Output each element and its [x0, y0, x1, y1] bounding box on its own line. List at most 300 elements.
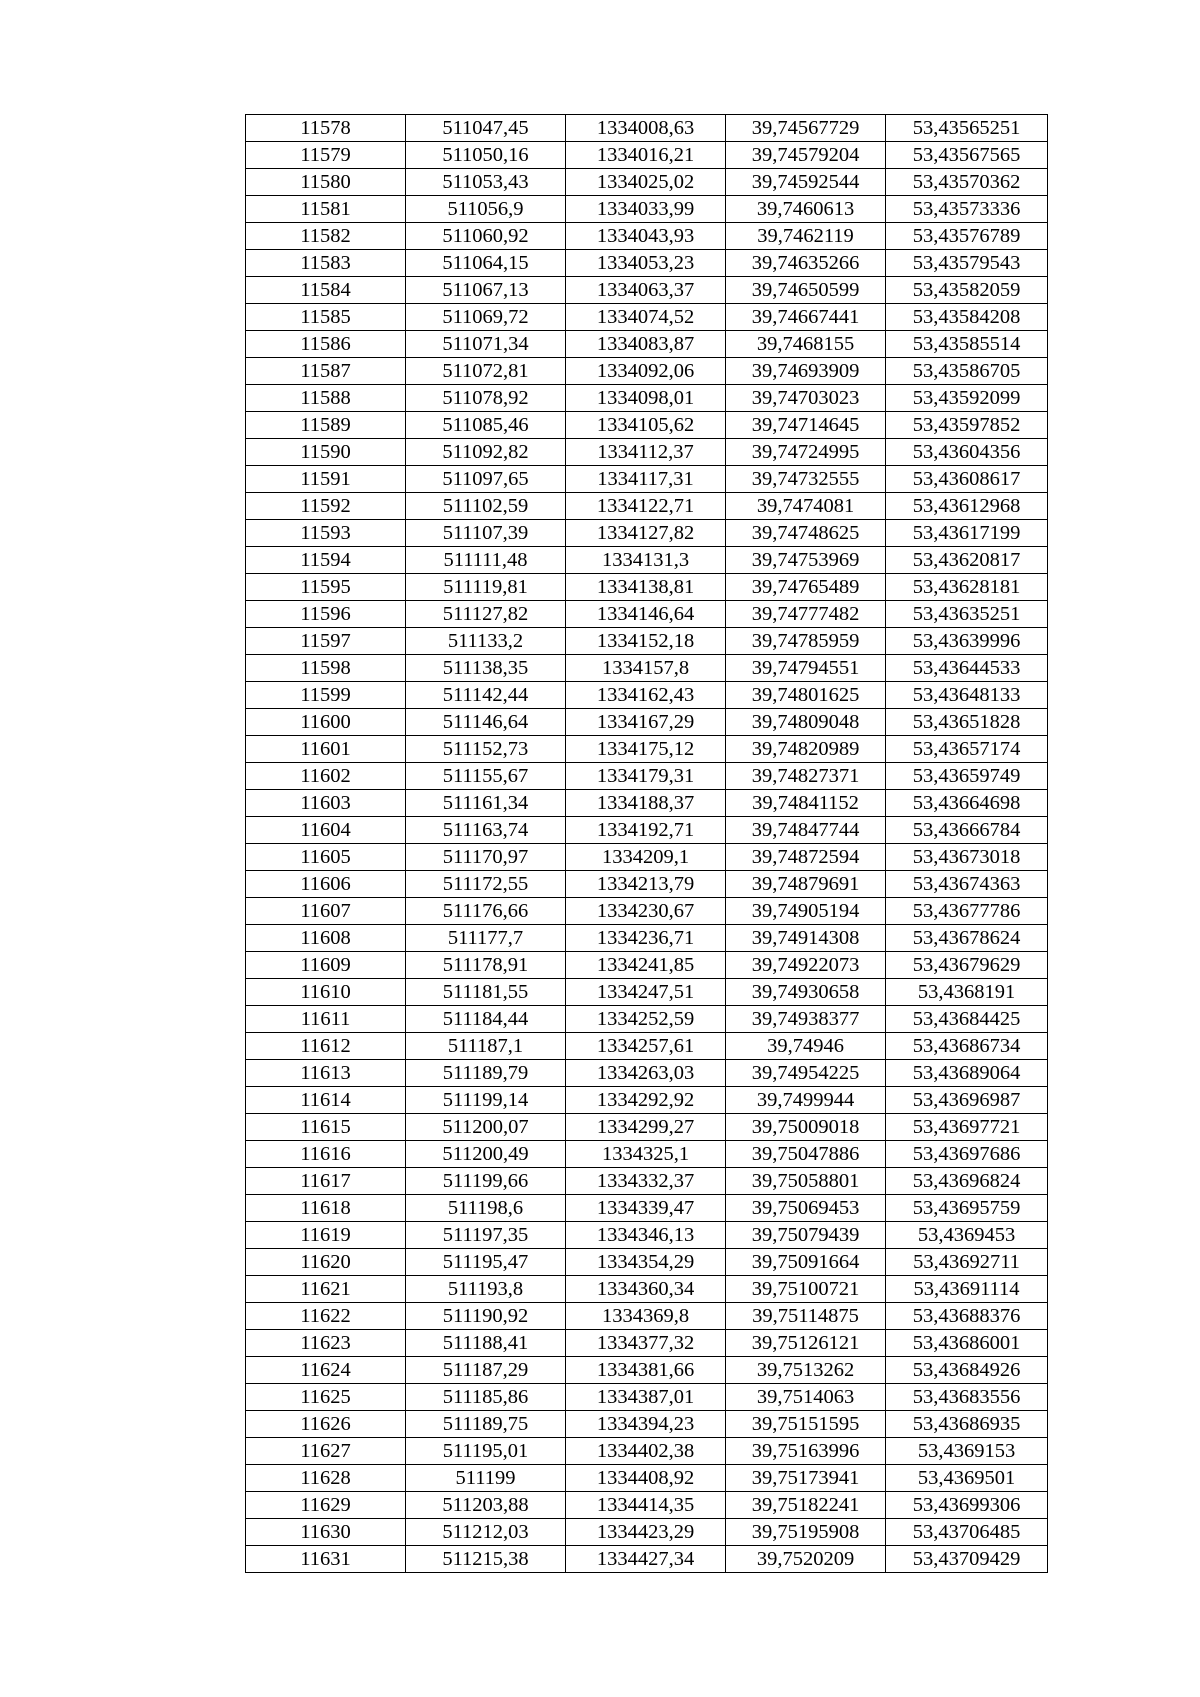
table-row — [246, 1195, 1048, 1222]
latitude-cell: 53,43620817 — [886, 547, 1048, 574]
longitude-cell: 39,74732555 — [726, 466, 886, 493]
latitude-cell: 53,43582059 — [886, 277, 1048, 304]
x-coordinate-cell: 511176,66 — [406, 898, 566, 925]
latitude-cell: 53,43677786 — [886, 898, 1048, 925]
longitude-cell: 39,74914308 — [726, 925, 886, 952]
y-coordinate-cell: 1334230,67 — [566, 898, 726, 925]
x-coordinate-cell: 511111,48 — [406, 547, 566, 574]
longitude-cell: 39,74820989 — [726, 736, 886, 763]
point-number-cell: 11616 — [246, 1141, 406, 1168]
table-row — [246, 601, 1048, 628]
longitude-cell: 39,75079439 — [726, 1222, 886, 1249]
x-coordinate-cell: 511178,91 — [406, 952, 566, 979]
x-coordinate-cell: 511138,35 — [406, 655, 566, 682]
x-coordinate-cell: 511069,72 — [406, 304, 566, 331]
y-coordinate-cell: 1334092,06 — [566, 358, 726, 385]
x-coordinate-cell: 511053,43 — [406, 169, 566, 196]
table-row — [246, 466, 1048, 493]
y-coordinate-cell: 1334083,87 — [566, 331, 726, 358]
point-number-cell: 11630 — [246, 1519, 406, 1546]
y-coordinate-cell: 1334339,47 — [566, 1195, 726, 1222]
y-coordinate-cell: 1334414,35 — [566, 1492, 726, 1519]
longitude-cell: 39,74703023 — [726, 385, 886, 412]
table-row — [246, 790, 1048, 817]
x-coordinate-cell: 511155,67 — [406, 763, 566, 790]
latitude-cell: 53,4369501 — [886, 1465, 1048, 1492]
point-number-cell: 11596 — [246, 601, 406, 628]
longitude-cell: 39,74753969 — [726, 547, 886, 574]
x-coordinate-cell: 511189,75 — [406, 1411, 566, 1438]
y-coordinate-cell: 1334074,52 — [566, 304, 726, 331]
longitude-cell: 39,75058801 — [726, 1168, 886, 1195]
x-coordinate-cell: 511177,7 — [406, 925, 566, 952]
latitude-cell: 53,43684425 — [886, 1006, 1048, 1033]
y-coordinate-cell: 1334360,34 — [566, 1276, 726, 1303]
y-coordinate-cell: 1334063,37 — [566, 277, 726, 304]
latitude-cell: 53,43674363 — [886, 871, 1048, 898]
table-row — [246, 952, 1048, 979]
point-number-cell: 11604 — [246, 817, 406, 844]
y-coordinate-cell: 1334053,23 — [566, 250, 726, 277]
longitude-cell: 39,75163996 — [726, 1438, 886, 1465]
point-number-cell: 11626 — [246, 1411, 406, 1438]
y-coordinate-cell: 1334236,71 — [566, 925, 726, 952]
table-row — [246, 655, 1048, 682]
latitude-cell: 53,43684926 — [886, 1357, 1048, 1384]
latitude-cell: 53,43608617 — [886, 466, 1048, 493]
table-row — [246, 520, 1048, 547]
table-row — [246, 925, 1048, 952]
latitude-cell: 53,43604356 — [886, 439, 1048, 466]
x-coordinate-cell: 511195,47 — [406, 1249, 566, 1276]
y-coordinate-cell: 1334377,32 — [566, 1330, 726, 1357]
longitude-cell: 39,74650599 — [726, 277, 886, 304]
longitude-cell: 39,75100721 — [726, 1276, 886, 1303]
table-row — [246, 1249, 1048, 1276]
table-row — [246, 574, 1048, 601]
longitude-cell: 39,75182241 — [726, 1492, 886, 1519]
longitude-cell: 39,74579204 — [726, 142, 886, 169]
table-row — [246, 223, 1048, 250]
x-coordinate-cell: 511199 — [406, 1465, 566, 1492]
longitude-cell: 39,74827371 — [726, 763, 886, 790]
latitude-cell: 53,43628181 — [886, 574, 1048, 601]
point-number-cell: 11588 — [246, 385, 406, 412]
point-number-cell: 11608 — [246, 925, 406, 952]
longitude-cell: 39,74748625 — [726, 520, 886, 547]
point-number-cell: 11584 — [246, 277, 406, 304]
x-coordinate-cell: 511199,66 — [406, 1168, 566, 1195]
table-row — [246, 250, 1048, 277]
x-coordinate-cell: 511119,81 — [406, 574, 566, 601]
x-coordinate-cell: 511195,01 — [406, 1438, 566, 1465]
latitude-cell: 53,43664698 — [886, 790, 1048, 817]
point-number-cell: 11623 — [246, 1330, 406, 1357]
longitude-cell: 39,74922073 — [726, 952, 886, 979]
longitude-cell: 39,75069453 — [726, 1195, 886, 1222]
latitude-cell: 53,43689064 — [886, 1060, 1048, 1087]
latitude-cell: 53,43617199 — [886, 520, 1048, 547]
latitude-cell: 53,43691114 — [886, 1276, 1048, 1303]
latitude-cell: 53,4369453 — [886, 1222, 1048, 1249]
table-row — [246, 1006, 1048, 1033]
longitude-cell: 39,74724995 — [726, 439, 886, 466]
point-number-cell: 11629 — [246, 1492, 406, 1519]
latitude-cell: 53,4369153 — [886, 1438, 1048, 1465]
table-row — [246, 115, 1048, 142]
longitude-cell: 39,74841152 — [726, 790, 886, 817]
latitude-cell: 53,43692711 — [886, 1249, 1048, 1276]
latitude-cell: 53,43586705 — [886, 358, 1048, 385]
y-coordinate-cell: 1334033,99 — [566, 196, 726, 223]
longitude-cell: 39,74847744 — [726, 817, 886, 844]
table-row — [246, 439, 1048, 466]
table-row — [246, 682, 1048, 709]
y-coordinate-cell: 1334117,31 — [566, 466, 726, 493]
point-number-cell: 11597 — [246, 628, 406, 655]
point-number-cell: 11610 — [246, 979, 406, 1006]
y-coordinate-cell: 1334146,64 — [566, 601, 726, 628]
point-number-cell: 11612 — [246, 1033, 406, 1060]
y-coordinate-cell: 1334025,02 — [566, 169, 726, 196]
table-row — [246, 628, 1048, 655]
latitude-cell: 53,43573336 — [886, 196, 1048, 223]
point-number-cell: 11618 — [246, 1195, 406, 1222]
table-row — [246, 1303, 1048, 1330]
y-coordinate-cell: 1334179,31 — [566, 763, 726, 790]
y-coordinate-cell: 1334131,3 — [566, 547, 726, 574]
latitude-cell: 53,43576789 — [886, 223, 1048, 250]
table-row — [246, 547, 1048, 574]
y-coordinate-cell: 1334394,23 — [566, 1411, 726, 1438]
point-number-cell: 11594 — [246, 547, 406, 574]
latitude-cell: 53,43678624 — [886, 925, 1048, 952]
table-row — [246, 1222, 1048, 1249]
point-number-cell: 11607 — [246, 898, 406, 925]
point-number-cell: 11619 — [246, 1222, 406, 1249]
y-coordinate-cell: 1334008,63 — [566, 115, 726, 142]
longitude-cell: 39,74765489 — [726, 574, 886, 601]
table-row — [246, 1114, 1048, 1141]
table-row — [246, 871, 1048, 898]
x-coordinate-cell: 511097,65 — [406, 466, 566, 493]
point-number-cell: 11631 — [246, 1546, 406, 1573]
x-coordinate-cell: 511198,6 — [406, 1195, 566, 1222]
y-coordinate-cell: 1334346,13 — [566, 1222, 726, 1249]
table-row — [246, 1168, 1048, 1195]
point-number-cell: 11593 — [246, 520, 406, 547]
point-number-cell: 11592 — [246, 493, 406, 520]
y-coordinate-cell: 1334423,29 — [566, 1519, 726, 1546]
table-row — [246, 304, 1048, 331]
latitude-cell: 53,43699306 — [886, 1492, 1048, 1519]
x-coordinate-cell: 511203,88 — [406, 1492, 566, 1519]
table-row — [246, 844, 1048, 871]
longitude-cell: 39,7513262 — [726, 1357, 886, 1384]
latitude-cell: 53,43585514 — [886, 331, 1048, 358]
point-number-cell: 11627 — [246, 1438, 406, 1465]
table-row — [246, 196, 1048, 223]
point-number-cell: 11600 — [246, 709, 406, 736]
y-coordinate-cell: 1334427,34 — [566, 1546, 726, 1573]
y-coordinate-cell: 1334369,8 — [566, 1303, 726, 1330]
longitude-cell: 39,74567729 — [726, 115, 886, 142]
x-coordinate-cell: 511047,45 — [406, 115, 566, 142]
point-number-cell: 11601 — [246, 736, 406, 763]
latitude-cell: 53,43612968 — [886, 493, 1048, 520]
table-row — [246, 1465, 1048, 1492]
point-number-cell: 11595 — [246, 574, 406, 601]
point-number-cell: 11585 — [246, 304, 406, 331]
x-coordinate-cell: 511163,74 — [406, 817, 566, 844]
longitude-cell: 39,74693909 — [726, 358, 886, 385]
x-coordinate-cell: 511107,39 — [406, 520, 566, 547]
longitude-cell: 39,74930658 — [726, 979, 886, 1006]
y-coordinate-cell: 1334299,27 — [566, 1114, 726, 1141]
point-number-cell: 11606 — [246, 871, 406, 898]
y-coordinate-cell: 1334252,59 — [566, 1006, 726, 1033]
y-coordinate-cell: 1334162,43 — [566, 682, 726, 709]
table-row — [246, 1033, 1048, 1060]
point-number-cell: 11579 — [246, 142, 406, 169]
point-number-cell: 11625 — [246, 1384, 406, 1411]
point-number-cell: 11603 — [246, 790, 406, 817]
latitude-cell: 53,43597852 — [886, 412, 1048, 439]
x-coordinate-cell: 511067,13 — [406, 277, 566, 304]
longitude-cell: 39,74946 — [726, 1033, 886, 1060]
latitude-cell: 53,43706485 — [886, 1519, 1048, 1546]
longitude-cell: 39,75173941 — [726, 1465, 886, 1492]
x-coordinate-cell: 511172,55 — [406, 871, 566, 898]
point-number-cell: 11587 — [246, 358, 406, 385]
x-coordinate-cell: 511215,38 — [406, 1546, 566, 1573]
longitude-cell: 39,75091664 — [726, 1249, 886, 1276]
latitude-cell: 53,43570362 — [886, 169, 1048, 196]
y-coordinate-cell: 1334402,38 — [566, 1438, 726, 1465]
point-number-cell: 11614 — [246, 1087, 406, 1114]
x-coordinate-cell: 511072,81 — [406, 358, 566, 385]
point-number-cell: 11580 — [246, 169, 406, 196]
longitude-cell: 39,7474081 — [726, 493, 886, 520]
x-coordinate-cell: 511092,82 — [406, 439, 566, 466]
x-coordinate-cell: 511133,2 — [406, 628, 566, 655]
latitude-cell: 53,43644533 — [886, 655, 1048, 682]
table-row — [246, 736, 1048, 763]
table-row — [246, 1519, 1048, 1546]
latitude-cell: 53,43709429 — [886, 1546, 1048, 1573]
point-number-cell: 11578 — [246, 115, 406, 142]
table-row — [246, 1276, 1048, 1303]
longitude-cell: 39,7514063 — [726, 1384, 886, 1411]
point-number-cell: 11613 — [246, 1060, 406, 1087]
latitude-cell: 53,43697686 — [886, 1141, 1048, 1168]
y-coordinate-cell: 1334247,51 — [566, 979, 726, 1006]
x-coordinate-cell: 511102,59 — [406, 493, 566, 520]
x-coordinate-cell: 511190,92 — [406, 1303, 566, 1330]
longitude-cell: 39,74809048 — [726, 709, 886, 736]
latitude-cell: 53,43657174 — [886, 736, 1048, 763]
x-coordinate-cell: 511060,92 — [406, 223, 566, 250]
y-coordinate-cell: 1334381,66 — [566, 1357, 726, 1384]
y-coordinate-cell: 1334209,1 — [566, 844, 726, 871]
y-coordinate-cell: 1334292,92 — [566, 1087, 726, 1114]
latitude-cell: 53,43584208 — [886, 304, 1048, 331]
longitude-cell: 39,75151595 — [726, 1411, 886, 1438]
longitude-cell: 39,7499944 — [726, 1087, 886, 1114]
table-row — [246, 979, 1048, 1006]
longitude-cell: 39,74801625 — [726, 682, 886, 709]
x-coordinate-cell: 511127,82 — [406, 601, 566, 628]
y-coordinate-cell: 1334325,1 — [566, 1141, 726, 1168]
latitude-cell: 53,43679629 — [886, 952, 1048, 979]
latitude-cell: 53,43696987 — [886, 1087, 1048, 1114]
latitude-cell: 53,43635251 — [886, 601, 1048, 628]
table-row — [246, 493, 1048, 520]
latitude-cell: 53,43565251 — [886, 115, 1048, 142]
point-number-cell: 11581 — [246, 196, 406, 223]
x-coordinate-cell: 511170,97 — [406, 844, 566, 871]
latitude-cell: 53,43651828 — [886, 709, 1048, 736]
x-coordinate-cell: 511152,73 — [406, 736, 566, 763]
x-coordinate-cell: 511200,07 — [406, 1114, 566, 1141]
longitude-cell: 39,75047886 — [726, 1141, 886, 1168]
x-coordinate-cell: 511189,79 — [406, 1060, 566, 1087]
coordinates-table-body — [246, 115, 1048, 1573]
table-row — [246, 1384, 1048, 1411]
latitude-cell: 53,43659749 — [886, 763, 1048, 790]
table-row — [246, 709, 1048, 736]
point-number-cell: 11586 — [246, 331, 406, 358]
x-coordinate-cell: 511188,41 — [406, 1330, 566, 1357]
table-row — [246, 1546, 1048, 1573]
point-number-cell: 11617 — [246, 1168, 406, 1195]
x-coordinate-cell: 511212,03 — [406, 1519, 566, 1546]
y-coordinate-cell: 1334241,85 — [566, 952, 726, 979]
longitude-cell: 39,74635266 — [726, 250, 886, 277]
y-coordinate-cell: 1334192,71 — [566, 817, 726, 844]
y-coordinate-cell: 1334043,93 — [566, 223, 726, 250]
longitude-cell: 39,74777482 — [726, 601, 886, 628]
table-row — [246, 898, 1048, 925]
longitude-cell: 39,75126121 — [726, 1330, 886, 1357]
y-coordinate-cell: 1334016,21 — [566, 142, 726, 169]
point-number-cell: 11609 — [246, 952, 406, 979]
longitude-cell: 39,74872594 — [726, 844, 886, 871]
point-number-cell: 11605 — [246, 844, 406, 871]
latitude-cell: 53,43686935 — [886, 1411, 1048, 1438]
point-number-cell: 11624 — [246, 1357, 406, 1384]
table-row — [246, 385, 1048, 412]
y-coordinate-cell: 1334152,18 — [566, 628, 726, 655]
table-row — [246, 169, 1048, 196]
longitude-cell: 39,75114875 — [726, 1303, 886, 1330]
longitude-cell: 39,74714645 — [726, 412, 886, 439]
table-row — [246, 1492, 1048, 1519]
y-coordinate-cell: 1334127,82 — [566, 520, 726, 547]
longitude-cell: 39,74905194 — [726, 898, 886, 925]
longitude-cell: 39,74938377 — [726, 1006, 886, 1033]
longitude-cell: 39,74794551 — [726, 655, 886, 682]
x-coordinate-cell: 511142,44 — [406, 682, 566, 709]
x-coordinate-cell: 511181,55 — [406, 979, 566, 1006]
latitude-cell: 53,43686734 — [886, 1033, 1048, 1060]
point-number-cell: 11622 — [246, 1303, 406, 1330]
point-number-cell: 11628 — [246, 1465, 406, 1492]
longitude-cell: 39,75009018 — [726, 1114, 886, 1141]
x-coordinate-cell: 511064,15 — [406, 250, 566, 277]
point-number-cell: 11589 — [246, 412, 406, 439]
longitude-cell: 39,74879691 — [726, 871, 886, 898]
y-coordinate-cell: 1334175,12 — [566, 736, 726, 763]
x-coordinate-cell: 511071,34 — [406, 331, 566, 358]
table-row — [246, 358, 1048, 385]
y-coordinate-cell: 1334332,37 — [566, 1168, 726, 1195]
x-coordinate-cell: 511078,92 — [406, 385, 566, 412]
y-coordinate-cell: 1334213,79 — [566, 871, 726, 898]
table-row — [246, 1330, 1048, 1357]
y-coordinate-cell: 1334138,81 — [566, 574, 726, 601]
point-number-cell: 11590 — [246, 439, 406, 466]
latitude-cell: 53,4368191 — [886, 979, 1048, 1006]
x-coordinate-cell: 511185,86 — [406, 1384, 566, 1411]
y-coordinate-cell: 1334188,37 — [566, 790, 726, 817]
table-row — [246, 1357, 1048, 1384]
y-coordinate-cell: 1334105,62 — [566, 412, 726, 439]
y-coordinate-cell: 1334354,29 — [566, 1249, 726, 1276]
x-coordinate-cell: 511187,29 — [406, 1357, 566, 1384]
point-number-cell: 11615 — [246, 1114, 406, 1141]
x-coordinate-cell: 511146,64 — [406, 709, 566, 736]
latitude-cell: 53,43695759 — [886, 1195, 1048, 1222]
x-coordinate-cell: 511193,8 — [406, 1276, 566, 1303]
point-number-cell: 11583 — [246, 250, 406, 277]
table-row — [246, 1411, 1048, 1438]
table-row — [246, 1060, 1048, 1087]
latitude-cell: 53,43686001 — [886, 1330, 1048, 1357]
longitude-cell: 39,7462119 — [726, 223, 886, 250]
point-number-cell: 11599 — [246, 682, 406, 709]
y-coordinate-cell: 1334098,01 — [566, 385, 726, 412]
longitude-cell: 39,74954225 — [726, 1060, 886, 1087]
point-number-cell: 11591 — [246, 466, 406, 493]
table-row — [246, 763, 1048, 790]
longitude-cell: 39,7460613 — [726, 196, 886, 223]
y-coordinate-cell: 1334408,92 — [566, 1465, 726, 1492]
latitude-cell: 53,43696824 — [886, 1168, 1048, 1195]
longitude-cell: 39,74667441 — [726, 304, 886, 331]
x-coordinate-cell: 511161,34 — [406, 790, 566, 817]
table-row — [246, 1087, 1048, 1114]
latitude-cell: 53,43648133 — [886, 682, 1048, 709]
x-coordinate-cell: 511184,44 — [406, 1006, 566, 1033]
x-coordinate-cell: 511187,1 — [406, 1033, 566, 1060]
longitude-cell: 39,7520209 — [726, 1546, 886, 1573]
point-number-cell: 11582 — [246, 223, 406, 250]
latitude-cell: 53,43639996 — [886, 628, 1048, 655]
point-number-cell: 11620 — [246, 1249, 406, 1276]
longitude-cell: 39,74785959 — [726, 628, 886, 655]
latitude-cell: 53,43666784 — [886, 817, 1048, 844]
latitude-cell: 53,43592099 — [886, 385, 1048, 412]
point-number-cell: 11598 — [246, 655, 406, 682]
table-row — [246, 817, 1048, 844]
y-coordinate-cell: 1334167,29 — [566, 709, 726, 736]
table-row — [246, 1141, 1048, 1168]
x-coordinate-cell: 511199,14 — [406, 1087, 566, 1114]
x-coordinate-cell: 511200,49 — [406, 1141, 566, 1168]
y-coordinate-cell: 1334257,61 — [566, 1033, 726, 1060]
table-row — [246, 331, 1048, 358]
